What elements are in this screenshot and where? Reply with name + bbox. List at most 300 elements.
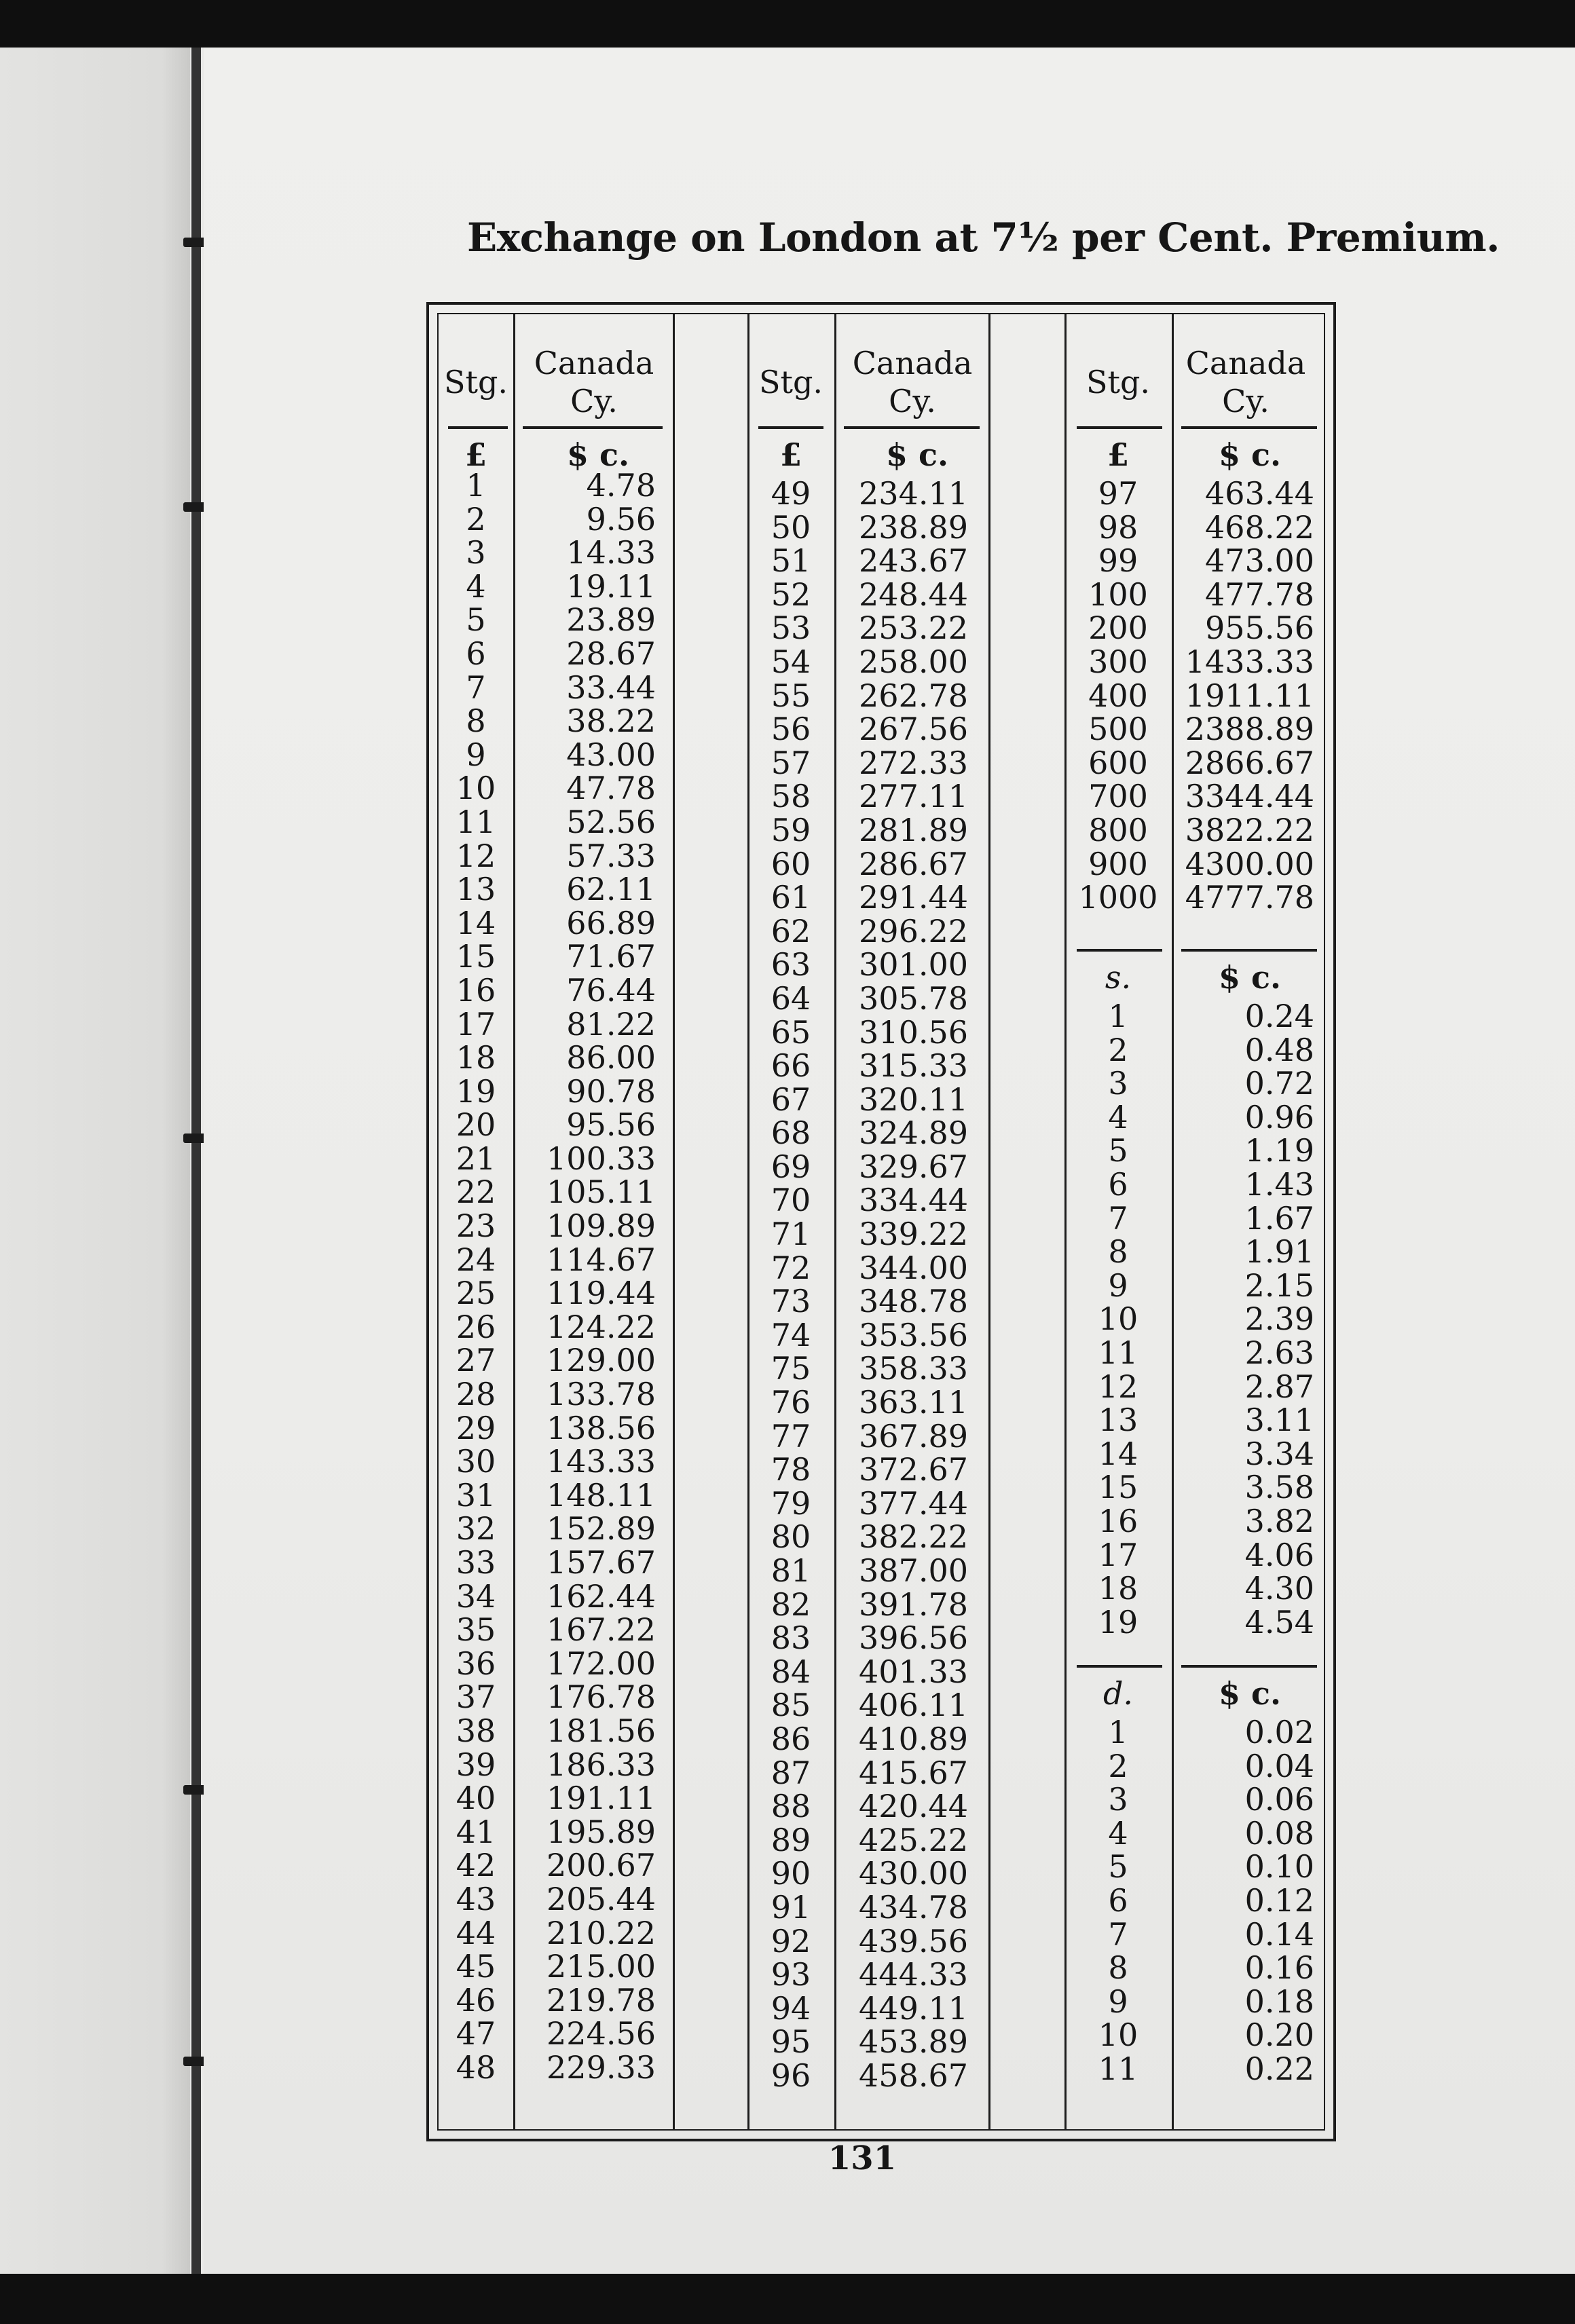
- sterling-amount-cell: 9: [1108, 1983, 1128, 2020]
- canada-currency-cell: 0.12: [1244, 1881, 1314, 1919]
- sterling-amount-cell: 1: [466, 467, 486, 504]
- canada-currency-cell: 4.54: [1244, 1603, 1314, 1641]
- sterling-amount-cell: 100: [1088, 576, 1148, 613]
- pence-section-rule: [1181, 1665, 1317, 1668]
- column-rule: [1172, 314, 1174, 2129]
- canada-currency-cell: 320.11: [859, 1081, 968, 1118]
- sterling-amount-cell: 6: [1108, 1165, 1128, 1203]
- sterling-amount-cell: 4: [1108, 1098, 1128, 1136]
- canada-currency-cell: 458.67: [859, 2057, 968, 2094]
- canada-currency-cell: 33.44: [566, 669, 656, 706]
- pounds-col2-canada: [839, 477, 968, 2093]
- canada-currency-cell: 4.30: [1244, 1570, 1314, 1607]
- canada-currency-cell: 434.78: [859, 1888, 968, 1926]
- sterling-amount-cell: 33: [456, 1544, 496, 1581]
- sterling-amount-cell: 90: [771, 1855, 811, 1892]
- column-rule: [513, 314, 515, 2129]
- sterling-amount-cell: 96: [771, 2057, 811, 2094]
- canada-currency-cell: 296.22: [859, 912, 968, 950]
- sterling-amount-cell: 19: [456, 1072, 496, 1110]
- sterling-amount-cell: 79: [771, 1484, 811, 1522]
- exchange-table: [426, 302, 1336, 2141]
- sterling-amount-cell: 85: [771, 1687, 811, 1724]
- sterling-amount-cell: 20: [456, 1106, 496, 1144]
- canada-currency-cell: 0.06: [1244, 1781, 1314, 1818]
- canada-currency-cell: 2.87: [1244, 1368, 1314, 1405]
- sterling-amount-cell: 16: [456, 971, 496, 1009]
- dollars-cents-unit: $ c.: [1218, 1675, 1282, 1712]
- canada-currency-cell: 95.56: [566, 1106, 656, 1144]
- sterling-amount-cell: 39: [456, 1746, 496, 1783]
- canada-currency-cell: 90.78: [566, 1072, 656, 1110]
- canada-currency-cell: 372.67: [859, 1451, 968, 1488]
- sterling-amount-cell: 64: [771, 979, 811, 1017]
- sterling-amount-cell: 71: [771, 1216, 811, 1253]
- dollars-cents-unit: $ c.: [1218, 959, 1282, 996]
- dollars-cents-unit: $ c.: [1218, 436, 1282, 473]
- canada-currency-cell: 172.00: [546, 1645, 656, 1682]
- canada-currency-cell: 215.00: [546, 1948, 656, 1985]
- canada-currency-cell: 71.67: [566, 938, 656, 975]
- canada-currency-cell: 406.11: [859, 1687, 968, 1724]
- sterling-amount-cell: 1: [1108, 1714, 1128, 1750]
- sterling-amount-cell: 25: [456, 1275, 496, 1312]
- sterling-amount-cell: 3: [1108, 1065, 1128, 1102]
- canada-currency-cell: 315.33: [859, 1047, 968, 1085]
- sterling-amount-cell: 81: [771, 1552, 811, 1589]
- sterling-amount-cell: 47: [456, 2015, 496, 2053]
- shillings-stg: [1064, 1000, 1172, 1639]
- canada-currency-cell: 210.22: [546, 1914, 656, 1951]
- canada-currency-cell: 353.56: [859, 1316, 968, 1353]
- sterling-amount-cell: 78: [771, 1451, 811, 1488]
- header-rule: [844, 426, 980, 429]
- sterling-amount-cell: 32: [456, 1510, 496, 1548]
- facing-page-edge: [0, 48, 190, 2274]
- canada-currency-cell: 219.78: [546, 1981, 656, 2019]
- canada-currency-cell: 181.56: [546, 1712, 656, 1749]
- canada-currency-cell: 124.22: [546, 1308, 656, 1345]
- sterling-amount-cell: 8: [466, 702, 486, 740]
- canada-currency-cell: 1.43: [1244, 1165, 1314, 1203]
- sterling-amount-cell: 87: [771, 1754, 811, 1791]
- sterling-amount-cell: 73: [771, 1283, 811, 1320]
- sterling-amount-cell: 99: [1098, 542, 1138, 580]
- canada-currency-cell: 133.78: [546, 1376, 656, 1413]
- canada-currency-cell: 0.20: [1244, 2017, 1314, 2054]
- canada-currency-cell: 238.89: [859, 508, 968, 546]
- sterling-amount-cell: 82: [771, 1586, 811, 1623]
- canada-currency-cell: 0.48: [1244, 1031, 1314, 1068]
- canada-currency-cell: 62.11: [566, 871, 656, 908]
- sterling-amount-cell: 10: [456, 770, 496, 807]
- canada-currency-cell: 1.91: [1244, 1233, 1314, 1271]
- sterling-amount-cell: 66: [771, 1047, 811, 1085]
- sterling-amount-cell: 18: [456, 1039, 496, 1076]
- canada-currency-cell: 262.78: [859, 677, 968, 714]
- canada-currency-cell: 3344.44: [1185, 778, 1314, 815]
- sterling-amount-cell: 300: [1088, 643, 1148, 680]
- sterling-amount-cell: 9: [466, 736, 486, 773]
- sterling-amount-cell: 58: [771, 778, 811, 815]
- canada-currency-cell: 415.67: [859, 1754, 968, 1791]
- sterling-amount-cell: 75: [771, 1350, 811, 1387]
- canada-currency-cell: 143.33: [546, 1443, 656, 1480]
- canada-currency-cell: 0.24: [1244, 998, 1314, 1034]
- canada-currency-cell: 76.44: [566, 971, 656, 1009]
- sterling-amount-cell: 40: [456, 1780, 496, 1817]
- sterling-amount-cell: 68: [771, 1114, 811, 1152]
- canada-currency-header: Canada Cy.: [1185, 345, 1306, 419]
- pound-unit: £: [1107, 436, 1129, 473]
- canada-currency-cell: 224.56: [546, 2015, 656, 2053]
- sterling-amount-cell: 8: [1108, 1233, 1128, 1271]
- sterling-amount-cell: 24: [456, 1241, 496, 1278]
- canada-currency-cell: 152.89: [546, 1510, 656, 1548]
- canada-currency-cell: 410.89: [859, 1720, 968, 1757]
- canada-currency-cell: 243.67: [859, 542, 968, 580]
- canada-currency-cell: 272.33: [859, 744, 968, 781]
- pence-section-rule: [1077, 1665, 1162, 1668]
- pounds-col3-stg: [1064, 477, 1172, 915]
- sterling-amount-cell: 98: [1098, 508, 1138, 546]
- header-rule: [1181, 426, 1317, 429]
- canada-currency-cell: 109.89: [546, 1207, 656, 1245]
- stg-header: Stg.: [758, 364, 823, 400]
- sterling-amount-cell: 48: [456, 2048, 496, 2086]
- canada-currency-cell: 14.33: [566, 534, 656, 571]
- canada-currency-cell: 267.56: [859, 711, 968, 748]
- sterling-amount-cell: 54: [771, 643, 811, 680]
- pounds-col3-canada: [1179, 477, 1314, 915]
- canada-currency-cell: 162.44: [546, 1577, 656, 1615]
- sterling-amount-cell: 12: [1098, 1368, 1138, 1405]
- canada-currency-cell: 401.33: [859, 1653, 968, 1690]
- canada-currency-header: Canada Cy.: [534, 345, 654, 419]
- sterling-amount-cell: 72: [771, 1249, 811, 1286]
- sterling-amount-cell: 13: [456, 871, 496, 908]
- sterling-amount-cell: 93: [771, 1956, 811, 1993]
- sterling-amount-cell: 88: [771, 1788, 811, 1825]
- sterling-amount-cell: 500: [1088, 711, 1148, 748]
- sterling-amount-cell: 45: [456, 1948, 496, 1985]
- column-rule: [834, 314, 836, 2129]
- canada-currency-cell: 367.89: [859, 1417, 968, 1455]
- canada-currency-cell: 119.44: [546, 1275, 656, 1312]
- canada-currency-cell: 377.44: [859, 1484, 968, 1522]
- canada-currency-cell: 286.67: [859, 845, 968, 882]
- sterling-amount-cell: 61: [771, 879, 811, 916]
- shillings-section-rule: [1181, 949, 1317, 952]
- canada-currency-cell: 4300.00: [1185, 845, 1314, 882]
- sterling-amount-cell: 7: [1108, 1199, 1128, 1237]
- sterling-amount-cell: 46: [456, 1981, 496, 2019]
- canada-currency-cell: 339.22: [859, 1216, 968, 1253]
- canada-currency-cell: 301.00: [859, 946, 968, 983]
- sterling-amount-cell: 800: [1088, 811, 1148, 848]
- shillings-unit: s.: [1105, 959, 1132, 996]
- stg-header: Stg.: [1086, 364, 1151, 400]
- canada-currency-cell: 86.00: [566, 1039, 656, 1076]
- canada-currency-cell: 258.00: [859, 643, 968, 680]
- sterling-amount-cell: 2: [1108, 1031, 1128, 1068]
- canada-currency-cell: 310.56: [859, 1013, 968, 1051]
- page-number: 131: [828, 2139, 897, 2177]
- sterling-amount-cell: 53: [771, 610, 811, 647]
- sterling-amount-cell: 17: [456, 1005, 496, 1043]
- exchange-table-inner-border: [437, 313, 1325, 2131]
- sterling-amount-cell: 4: [1108, 1814, 1128, 1852]
- canada-currency-cell: 2388.89: [1185, 711, 1314, 748]
- header-rule: [758, 426, 823, 429]
- canada-currency-cell: 0.72: [1244, 1065, 1314, 1102]
- canada-currency-cell: 52.56: [566, 803, 656, 840]
- column-rule: [988, 314, 990, 2129]
- canada-currency-cell: 1433.33: [1185, 643, 1314, 680]
- sterling-amount-cell: 97: [1098, 475, 1138, 512]
- canada-currency-cell: 2866.67: [1185, 744, 1314, 781]
- pound-unit: £: [464, 436, 487, 473]
- sterling-amount-cell: 60: [771, 845, 811, 882]
- sterling-amount-cell: 8: [1108, 1949, 1128, 1987]
- canada-currency-cell: 0.18: [1244, 1983, 1314, 2020]
- sterling-amount-cell: 28: [456, 1376, 496, 1413]
- canada-currency-cell: 391.78: [859, 1586, 968, 1623]
- canada-currency-cell: 195.89: [546, 1813, 656, 1850]
- canada-currency-cell: 344.00: [859, 1249, 968, 1286]
- canada-currency-cell: 9.56: [586, 500, 656, 538]
- sterling-amount-cell: 400: [1088, 677, 1148, 714]
- canada-currency-cell: 157.67: [546, 1544, 656, 1581]
- canada-currency-cell: 66.89: [566, 904, 656, 941]
- dollars-cents-unit: $ c.: [885, 436, 949, 473]
- canada-currency-cell: 57.33: [566, 837, 656, 874]
- canada-currency-cell: 114.67: [546, 1241, 656, 1278]
- canada-currency-cell: 3.58: [1244, 1469, 1314, 1506]
- sterling-amount-cell: 91: [771, 1888, 811, 1926]
- sterling-amount-cell: 10: [1098, 2017, 1138, 2054]
- sterling-amount-cell: 13: [1098, 1402, 1138, 1439]
- sterling-amount-cell: 31: [456, 1476, 496, 1514]
- canada-currency-cell: 1.19: [1244, 1132, 1314, 1169]
- canada-currency-cell: 3.34: [1244, 1435, 1314, 1472]
- header-rule: [448, 426, 508, 429]
- canada-currency-cell: 396.56: [859, 1619, 968, 1657]
- sterling-amount-cell: 95: [771, 2023, 811, 2061]
- sterling-amount-cell: 34: [456, 1577, 496, 1615]
- sterling-amount-cell: 37: [456, 1679, 496, 1716]
- sterling-amount-cell: 11: [1098, 1334, 1138, 1371]
- canada-currency-cell: 453.89: [859, 2023, 968, 2061]
- sterling-amount-cell: 63: [771, 946, 811, 983]
- canada-currency-cell: 0.22: [1244, 2050, 1314, 2087]
- sterling-amount-cell: 7: [466, 669, 486, 706]
- canada-currency-cell: 420.44: [859, 1788, 968, 1825]
- sterling-amount-cell: 14: [1098, 1435, 1138, 1472]
- sterling-amount-cell: 900: [1088, 845, 1148, 882]
- pounds-col2-stg: [747, 477, 834, 2093]
- canada-currency-cell: 3.11: [1244, 1402, 1314, 1439]
- sterling-amount-cell: 2: [1108, 1747, 1128, 1784]
- sterling-amount-cell: 27: [456, 1342, 496, 1379]
- sterling-amount-cell: 89: [771, 1821, 811, 1858]
- canada-currency-cell: 305.78: [859, 979, 968, 1017]
- sterling-amount-cell: 10: [1098, 1300, 1138, 1338]
- pence-canada: [1179, 1716, 1314, 2086]
- canada-currency-cell: 176.78: [546, 1679, 656, 1716]
- sterling-amount-cell: 5: [1108, 1848, 1128, 1886]
- canada-currency-cell: 387.00: [859, 1552, 968, 1589]
- canada-currency-cell: 0.16: [1244, 1949, 1314, 1987]
- sterling-amount-cell: 84: [771, 1653, 811, 1690]
- canada-currency-cell: 148.11: [546, 1476, 656, 1514]
- sterling-amount-cell: 77: [771, 1417, 811, 1455]
- sterling-amount-cell: 600: [1088, 744, 1148, 781]
- canada-currency-cell: 2.15: [1244, 1267, 1314, 1304]
- pounds-col1-stg: [439, 469, 513, 2085]
- canada-currency-cell: 4.78: [586, 467, 656, 504]
- sterling-amount-cell: 36: [456, 1645, 496, 1682]
- column-rule: [673, 314, 675, 2129]
- canada-currency-cell: 0.04: [1244, 1747, 1314, 1784]
- canada-currency-cell: 248.44: [859, 576, 968, 613]
- canada-currency-cell: 191.11: [546, 1780, 656, 1817]
- canada-currency-cell: 0.08: [1244, 1814, 1314, 1852]
- canada-currency-cell: 4.06: [1244, 1536, 1314, 1573]
- sterling-amount-cell: 86: [771, 1720, 811, 1757]
- sterling-amount-cell: 6: [466, 635, 486, 672]
- sterling-amount-cell: 92: [771, 1922, 811, 1960]
- sterling-amount-cell: 11: [1098, 2050, 1138, 2087]
- canada-currency-cell: 329.67: [859, 1148, 968, 1185]
- canada-currency-cell: 0.02: [1244, 1714, 1314, 1750]
- sterling-amount-cell: 18: [1098, 1570, 1138, 1607]
- canada-currency-cell: 38.22: [566, 702, 656, 740]
- canada-currency-cell: 348.78: [859, 1283, 968, 1320]
- header-rule: [523, 426, 663, 429]
- shillings-canada: [1179, 1000, 1314, 1639]
- canada-currency-cell: 47.78: [566, 770, 656, 807]
- sterling-amount-cell: 19: [1098, 1603, 1138, 1641]
- sterling-amount-cell: 57: [771, 744, 811, 781]
- sterling-amount-cell: 26: [456, 1308, 496, 1345]
- canada-currency-cell: 1911.11: [1185, 677, 1314, 714]
- sterling-amount-cell: 59: [771, 811, 811, 848]
- sterling-amount-cell: 70: [771, 1182, 811, 1219]
- canada-currency-cell: 363.11: [859, 1384, 968, 1421]
- sterling-amount-cell: 1: [1108, 998, 1128, 1034]
- canada-currency-cell: 430.00: [859, 1855, 968, 1892]
- sterling-amount-cell: 52: [771, 576, 811, 613]
- canada-currency-cell: 234.11: [859, 475, 968, 512]
- sterling-amount-cell: 12: [456, 837, 496, 874]
- sterling-amount-cell: 35: [456, 1611, 496, 1649]
- page-title: Exchange on London at 7½ per Cent. Premium.: [467, 214, 1500, 261]
- sterling-amount-cell: 51: [771, 542, 811, 580]
- canada-currency-cell: 23.89: [566, 601, 656, 639]
- canada-currency-cell: 129.00: [546, 1342, 656, 1379]
- sterling-amount-cell: 3: [466, 534, 486, 571]
- sterling-amount-cell: 1000: [1078, 879, 1158, 916]
- canada-currency-cell: 439.56: [859, 1922, 968, 1960]
- canada-currency-cell: 100.33: [546, 1140, 656, 1177]
- canada-currency-cell: 281.89: [859, 811, 968, 848]
- sterling-amount-cell: 83: [771, 1619, 811, 1657]
- shillings-section-rule: [1077, 949, 1162, 952]
- stg-header: Stg.: [443, 364, 508, 400]
- sterling-amount-cell: 15: [1098, 1469, 1138, 1506]
- pence-stg: [1064, 1716, 1172, 2086]
- canada-currency-cell: 167.22: [546, 1611, 656, 1649]
- canada-currency-cell: 2.63: [1244, 1334, 1314, 1371]
- canada-currency-cell: 473.00: [1205, 542, 1314, 580]
- canada-currency-cell: 444.33: [859, 1956, 968, 1993]
- pound-unit: £: [779, 436, 802, 473]
- sterling-amount-cell: 21: [456, 1140, 496, 1177]
- sterling-amount-cell: 42: [456, 1847, 496, 1884]
- sterling-amount-cell: 6: [1108, 1881, 1128, 1919]
- sterling-amount-cell: 30: [456, 1443, 496, 1480]
- sterling-amount-cell: 41: [456, 1813, 496, 1850]
- sterling-amount-cell: 11: [456, 803, 496, 840]
- sterling-amount-cell: 5: [466, 601, 486, 639]
- canada-currency-cell: 449.11: [859, 1989, 968, 2027]
- sterling-amount-cell: 62: [771, 912, 811, 950]
- canada-currency-cell: 19.11: [566, 567, 656, 605]
- canada-currency-cell: 205.44: [546, 1880, 656, 1917]
- sterling-amount-cell: 74: [771, 1316, 811, 1353]
- sterling-amount-cell: 23: [456, 1207, 496, 1245]
- canada-currency-cell: 463.44: [1205, 475, 1314, 512]
- canada-currency-cell: 3.82: [1244, 1502, 1314, 1539]
- sterling-amount-cell: 22: [456, 1174, 496, 1211]
- canada-currency-cell: 2.39: [1244, 1300, 1314, 1338]
- sterling-amount-cell: 5: [1108, 1132, 1128, 1169]
- sterling-amount-cell: 50: [771, 508, 811, 546]
- canada-currency-cell: 358.33: [859, 1350, 968, 1387]
- sterling-amount-cell: 43: [456, 1880, 496, 1917]
- canada-currency-cell: 277.11: [859, 778, 968, 815]
- canada-currency-cell: 477.78: [1205, 576, 1314, 613]
- canada-currency-cell: 468.22: [1205, 508, 1314, 546]
- sterling-amount-cell: 9: [1108, 1267, 1128, 1304]
- canada-currency-cell: 0.14: [1244, 1915, 1314, 1953]
- sterling-amount-cell: 17: [1098, 1536, 1138, 1573]
- sterling-amount-cell: 16: [1098, 1502, 1138, 1539]
- sterling-amount-cell: 67: [771, 1081, 811, 1118]
- canada-currency-cell: 334.44: [859, 1182, 968, 1219]
- canada-currency-cell: 382.22: [859, 1518, 968, 1556]
- canada-currency-cell: 253.22: [859, 610, 968, 647]
- canada-currency-cell: 3822.22: [1185, 811, 1314, 848]
- canada-currency-cell: 0.10: [1244, 1848, 1314, 1886]
- sterling-amount-cell: 80: [771, 1518, 811, 1556]
- sterling-amount-cell: 69: [771, 1148, 811, 1185]
- canada-currency-cell: 186.33: [546, 1746, 656, 1783]
- binding-spine: [191, 48, 201, 2274]
- sterling-amount-cell: 2: [466, 500, 486, 538]
- canada-currency-cell: 28.67: [566, 635, 656, 672]
- canada-currency-cell: 105.11: [546, 1174, 656, 1211]
- sterling-amount-cell: 29: [456, 1409, 496, 1446]
- canada-currency-cell: 200.67: [546, 1847, 656, 1884]
- canada-currency-cell: 81.22: [566, 1005, 656, 1043]
- canada-currency-cell: 0.96: [1244, 1098, 1314, 1136]
- pounds-col1-canada: [520, 469, 656, 2085]
- sterling-amount-cell: 56: [771, 711, 811, 748]
- sterling-amount-cell: 200: [1088, 610, 1148, 647]
- canada-currency-cell: 4777.78: [1185, 879, 1314, 916]
